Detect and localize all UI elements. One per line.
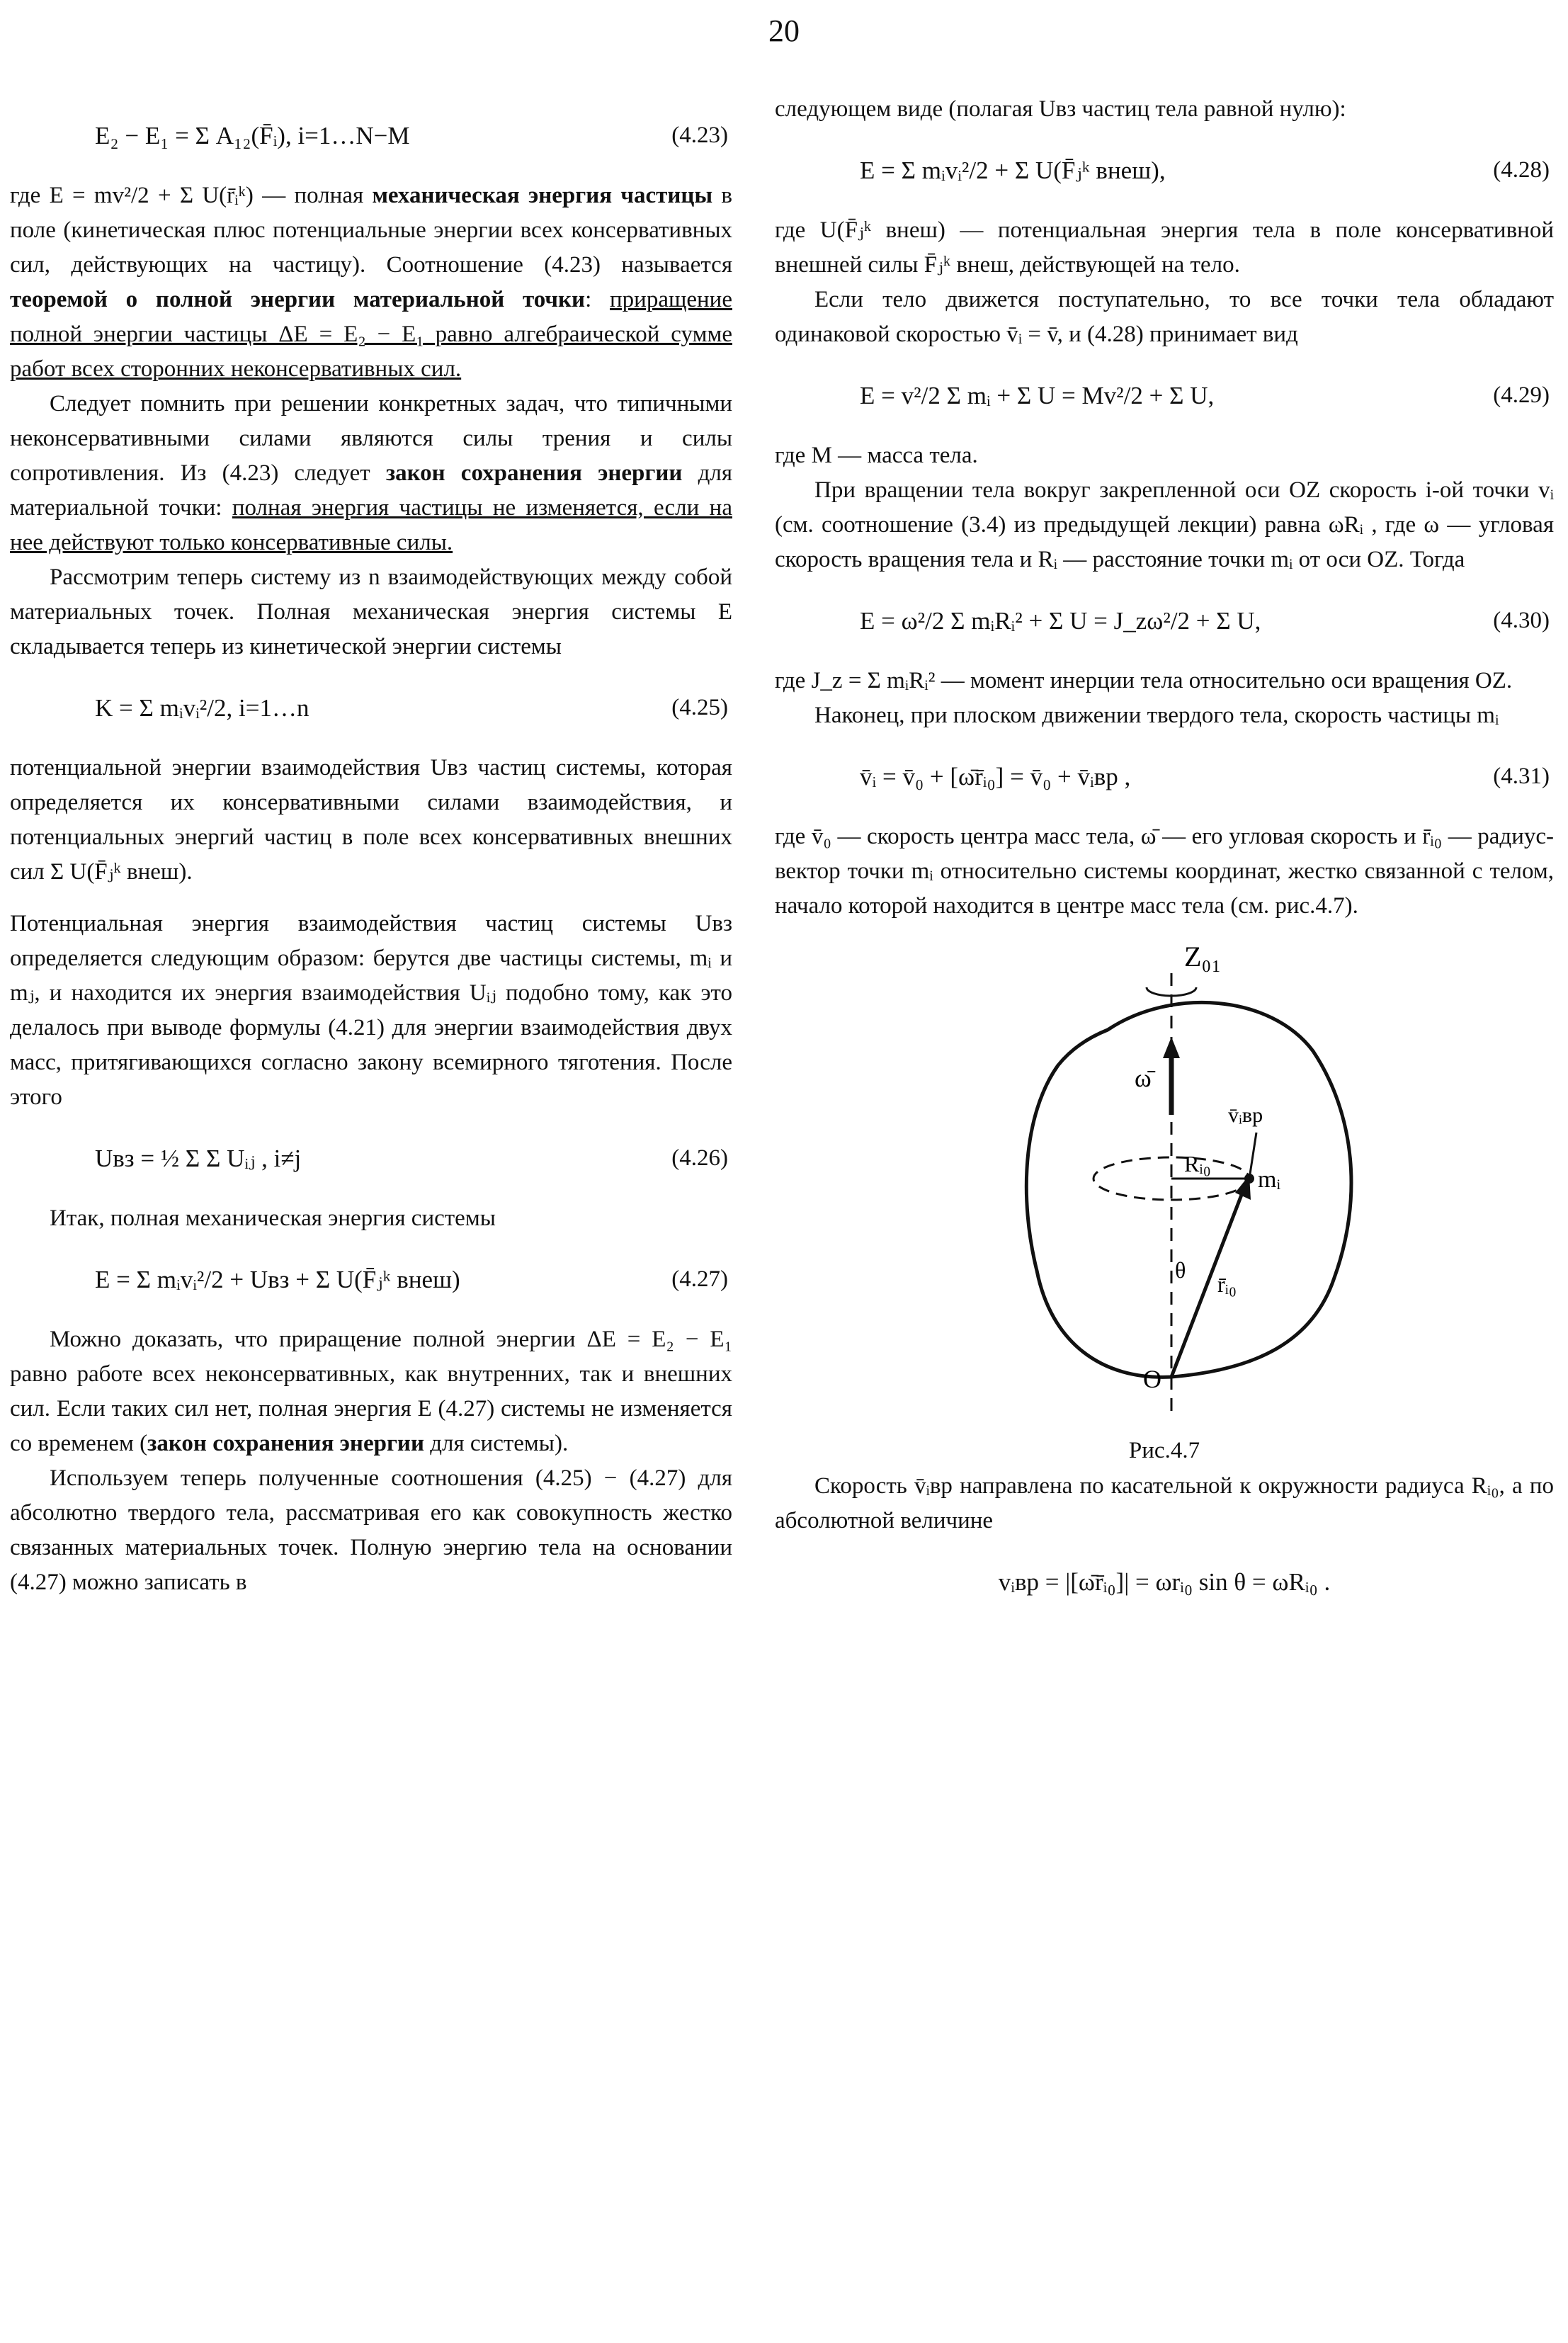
text: Можно доказать, что приращение полной энергии ΔE = E₂ − E₁ равно работе всех неконсервативных, как внутренних, так и внешних сил. Если таких сил нет, полная энергия E (4.27) системы не изменяется со временем ( <box>10 1327 732 1456</box>
equation-number: (4.25) <box>671 694 728 720</box>
equation-4-29 <box>775 363 1554 427</box>
paragraph <box>10 1322 732 1461</box>
equation-math: E₂ − E₁ = Σ A₁₂(F̄ᵢ), i=1…N−M <box>95 121 410 149</box>
underlined-statement: полная энергия частицы не изменяется, если на нее действуют только консервативные силы. <box>10 495 732 555</box>
equation-number: (4.30) <box>1493 607 1550 633</box>
page-number: 20 <box>768 13 800 48</box>
bold-term: механическая энергия частицы <box>372 183 713 208</box>
text: для системы). <box>424 1431 569 1456</box>
equation-number: (4.23) <box>671 122 728 148</box>
equation-4-26 <box>10 1126 732 1190</box>
paragraph: где U(F̄ⱼᵏ внеш) — потенциальная энергия тела в поле консервативной внешней силы F̄ⱼᵏ внеш, действующей на тело. <box>775 217 1554 278</box>
paragraph: следующем виде (полагая Uвз частиц тела равной нулю): <box>775 96 1346 122</box>
text: где E = mv²/2 + Σ U(r̄ᵢᵏ) — полная <box>10 183 373 208</box>
paragraph: Итак, полная механическая энергия системы <box>50 1205 496 1231</box>
velocity-vector <box>1249 1133 1256 1179</box>
equation-number: (4.31) <box>1493 763 1550 789</box>
equation-math: E = Σ mᵢvᵢ²/2 + Uвз + Σ U(F̄ⱼᵏ внеш) <box>95 1265 460 1293</box>
r-label: r̄ᵢ₀ <box>1217 1271 1237 1297</box>
paragraph: где v̄₀ — скорость центра масс тела, ω̄ — его угловая скорость и r̄ᵢ₀ — радиус-вектор точки mᵢ относительно системы координат, жестко связанной с телом, начало которой находится в центре масс тела (см. рис.4.7). <box>775 824 1554 919</box>
paragraph: Потенциальная энергия взаимодействия частиц системы Uвз определяется следующим образом: берутся две частицы системы, mᵢ и mⱼ, и находится их энергия взаимодействия Uᵢⱼ подобно тому, как это делалось при выводе формулы (4.21) для энергии взаимодействия двух масс, притягивающихся согласно закону всемирного тяготения. После этого <box>10 911 732 1110</box>
paragraph: где J_z = Σ mᵢRᵢ² — момент инерции тела относительно оси вращения OZ. <box>775 668 1513 693</box>
equation-4-28 <box>775 138 1554 202</box>
paragraph: Наконец, при плоском движении твердого тела, скорость частицы mᵢ <box>814 703 1499 728</box>
bold-term: закон сохранения энергии <box>385 460 683 486</box>
equation-number: (4.27) <box>671 1266 728 1292</box>
equation-math: E = v²/2 Σ mᵢ + Σ U = Mv²/2 + Σ U, <box>860 381 1215 409</box>
equation-math: Uвз = ½ Σ Σ Uᵢⱼ , i≠j <box>95 1144 302 1172</box>
equation-math: K = Σ mᵢvᵢ²/2, i=1…n <box>95 693 309 722</box>
paragraph <box>10 387 732 560</box>
R-label: Rᵢ₀ <box>1184 1151 1211 1176</box>
equation-4-30 <box>775 589 1554 652</box>
bold-term: закон сохранения энергии <box>147 1431 424 1456</box>
text: в поле (кинетическая плюс потенциальные энергии всех консервативных сил, действующих на частицу). Соотношение (4.23) называется <box>10 183 733 278</box>
text: Следует помнить при решении конкретных задач, что типичными неконсервативными силами являются силы трения и силы сопротивления. Из (4.23) следует <box>10 391 732 486</box>
text: : <box>585 287 610 312</box>
equation-math: vᵢвр = |[ω̄r̄ᵢ₀]| = ωrᵢ₀ sin θ = ωRᵢ₀ . <box>998 1567 1331 1596</box>
paragraph: Рассмотрим теперь систему из n взаимодействующих между собой материальных точек. Полная механическая энергия системы E складывается теперь из кинетической энергии системы <box>10 565 732 659</box>
theta-label: θ <box>1175 1257 1186 1283</box>
equation-4-31 <box>775 744 1554 808</box>
omega-arrowhead <box>1163 1037 1180 1058</box>
omega-label: ω̄ <box>1135 1064 1152 1092</box>
equation-number: (4.28) <box>1493 157 1550 183</box>
equation-final <box>775 1550 1554 1613</box>
underlined-statement: приращение полной энергии частицы ΔE = E₂ − E₁ равно алгебраической сумме работ всех сторонних неконсервативных сил. <box>10 287 732 382</box>
left-column <box>10 92 732 1600</box>
equation-4-27 <box>10 1247 732 1311</box>
body-outline <box>1026 1002 1351 1377</box>
origin-label: O <box>1143 1365 1161 1393</box>
paragraph: Используем теперь полученные соотношения (4.25) − (4.27) для абсолютно твердого тела, рассматривая его как совокупность жестко связанных материальных точек. Полную энергию тела на основании (4.27) можно записать в <box>10 1465 732 1595</box>
paragraph <box>10 178 732 387</box>
axis-label: Z₀₁ <box>1184 945 1222 972</box>
equation-4-23 <box>10 103 732 167</box>
equation-number: (4.29) <box>1493 382 1550 408</box>
equation-math: E = ω²/2 Σ mᵢRᵢ² + Σ U = J_zω²/2 + Σ U, <box>860 606 1261 635</box>
paragraph: Скорость v̄ᵢвр направлена по касательной к окружности радиуса Rᵢ₀, а по абсолютной величине <box>775 1473 1554 1533</box>
paragraph: При вращении тела вокруг закрепленной оси OZ скорость i-ой точки vᵢ (см. соотношение (3.4) из предыдущей лекции) равна ωRᵢ , где ω — угловая скорость вращения тела и Rᵢ — расстояние точки mᵢ от оси OZ. Тогда <box>775 477 1554 572</box>
figure-caption: Рис.4.7 <box>1128 1438 1200 1463</box>
rigid-body-diagram <box>775 945 1554 1426</box>
equation-4-25 <box>10 676 732 739</box>
paragraph: Если тело движется поступательно, то все точки тела обладают одинаковой скоростью v̄ᵢ = v̄, и (4.28) принимает вид <box>775 287 1554 347</box>
v-label: v̄ᵢвр <box>1228 1104 1263 1127</box>
right-column <box>775 92 1554 1625</box>
equation-math: v̄ᵢ = v̄₀ + [ω̄r̄ᵢ₀] = v̄₀ + v̄ᵢвр , <box>860 762 1131 790</box>
paragraph: где M — масса тела. <box>775 443 978 468</box>
equation-number: (4.26) <box>671 1145 728 1171</box>
bold-term: теоремой о полной энергии материальной точки <box>10 287 586 312</box>
figure-4-7 <box>775 945 1554 1469</box>
equation-math: E = Σ mᵢvᵢ²/2 + Σ U(F̄ⱼᵏ внеш), <box>860 156 1166 184</box>
text: для материальной точки: <box>10 460 732 521</box>
m-label: mᵢ <box>1258 1167 1281 1193</box>
paragraph: потенциальной энергии взаимодействия Uвз частиц системы, которая определяется их консервативными силами взаимодействия, и потенциальных энергий частиц в поле всех консервативных внешних сил Σ U(F̄ⱼᵏ внеш). <box>10 755 732 885</box>
